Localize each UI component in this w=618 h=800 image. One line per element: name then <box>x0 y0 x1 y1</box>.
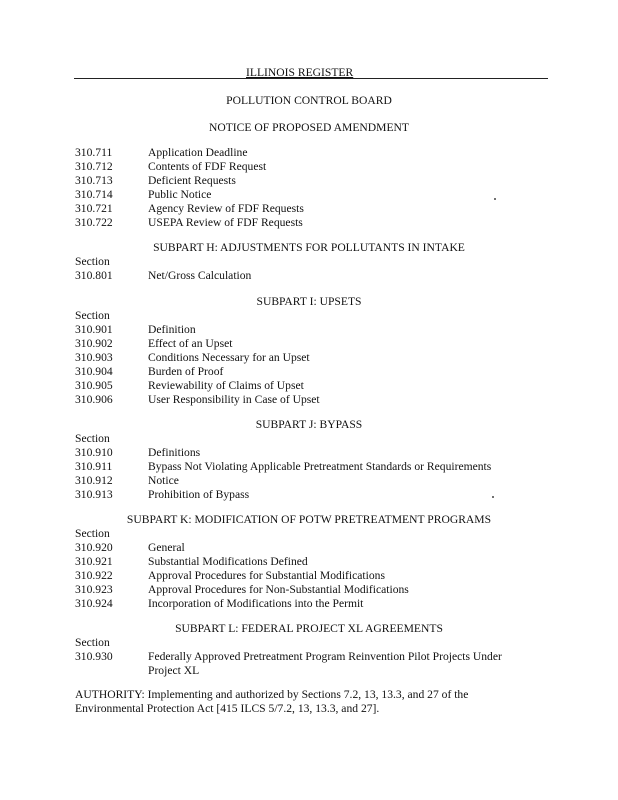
section-number: 310.904 <box>75 365 113 378</box>
section-number: 310.923 <box>75 583 113 596</box>
section-title: Public Notice <box>148 188 212 201</box>
section-number: 310.905 <box>75 379 113 392</box>
scan-speck <box>492 496 494 498</box>
authority-line: Environmental Protection Act [415 ILCS 5/7.2, 13, 13.3, and 27]. <box>75 702 380 715</box>
section-number: 310.712 <box>75 160 113 173</box>
section-number: 310.913 <box>75 488 113 501</box>
register-title: ILLINOIS REGISTER <box>246 66 354 79</box>
section-title: Notice <box>148 474 179 487</box>
section-title: Approval Procedures for Non-Substantial Modifications <box>148 583 409 596</box>
section-number: 310.922 <box>75 569 113 582</box>
section-title: Prohibition of Bypass <box>148 488 250 501</box>
section-number: 310.902 <box>75 337 113 350</box>
section-label: Section <box>75 309 110 322</box>
section-title: Burden of Proof <box>148 365 224 378</box>
authority-line: AUTHORITY: Implementing and authorized by Sections 7.2, 13, 13.3, and 27 of the <box>75 688 469 701</box>
section-number: 310.912 <box>75 474 113 487</box>
section-number: 310.920 <box>75 541 113 554</box>
section-title: Definitions <box>148 446 201 459</box>
section-number: 310.906 <box>75 393 113 406</box>
section-title: Deficient Requests <box>148 174 236 187</box>
section-title: Agency Review of FDF Requests <box>148 202 304 215</box>
section-title: Definition <box>148 323 196 336</box>
section-number: 310.921 <box>75 555 113 568</box>
subpart-heading: SUBPART H: ADJUSTMENTS FOR POLLUTANTS IN INTAKE <box>153 241 465 254</box>
section-title: Approval Procedures for Substantial Modifications <box>148 569 385 582</box>
section-title: Incorporation of Modifications into the Permit <box>148 597 364 610</box>
section-title: Effect of an Upset <box>148 337 233 350</box>
subpart-heading: SUBPART J: BYPASS <box>255 418 363 431</box>
notice-title: NOTICE OF PROPOSED AMENDMENT <box>208 121 409 134</box>
scan-speck <box>494 198 496 200</box>
section-number: 310.722 <box>75 216 113 229</box>
subpart-heading: SUBPART K: MODIFICATION OF POTW PRETREATMENT PROGRAMS <box>126 513 492 526</box>
section-number: 310.910 <box>75 446 113 459</box>
section-number: 310.903 <box>75 351 113 364</box>
section-number: 310.924 <box>75 597 113 610</box>
section-number: 310.711 <box>75 146 113 159</box>
section-title: Reviewability of Claims of Upset <box>148 379 304 392</box>
section-number: 310.901 <box>75 323 113 336</box>
section-number: 310.911 <box>75 460 113 473</box>
section-number: 310.714 <box>75 188 113 201</box>
section-title: Bypass Not Violating Applicable Pretreatment Standards or Requirements <box>148 460 492 473</box>
section-label: Section <box>75 255 110 268</box>
subpart-heading: SUBPART I: UPSETS <box>256 295 362 308</box>
section-title: User Responsibility in Case of Upset <box>148 393 320 406</box>
agency-title: POLLUTION CONTROL BOARD <box>226 94 392 107</box>
section-title: Application Deadline <box>148 146 248 159</box>
section-title: Net/Gross Calculation <box>148 269 252 282</box>
section-number: 310.721 <box>75 202 113 215</box>
section-title: Conditions Necessary for an Upset <box>148 351 310 364</box>
section-number: 310.713 <box>75 174 113 187</box>
section-title: Federally Approved Pretreatment Program Reinvention Pilot Projects Under <box>148 650 502 663</box>
subpart-heading: SUBPART L: FEDERAL PROJECT XL AGREEMENTS <box>175 622 443 635</box>
section-label: Section <box>75 432 110 445</box>
section-number: 310.801 <box>75 269 113 282</box>
section-title: Contents of FDF Request <box>148 160 267 173</box>
section-label: Section <box>75 527 110 540</box>
section-title-continuation: Project XL <box>148 664 200 677</box>
section-title: Substantial Modifications Defined <box>148 555 308 568</box>
section-title: USEPA Review of FDF Requests <box>148 216 303 229</box>
section-label: Section <box>75 636 110 649</box>
section-title: General <box>148 541 185 554</box>
section-number: 310.930 <box>75 650 113 663</box>
